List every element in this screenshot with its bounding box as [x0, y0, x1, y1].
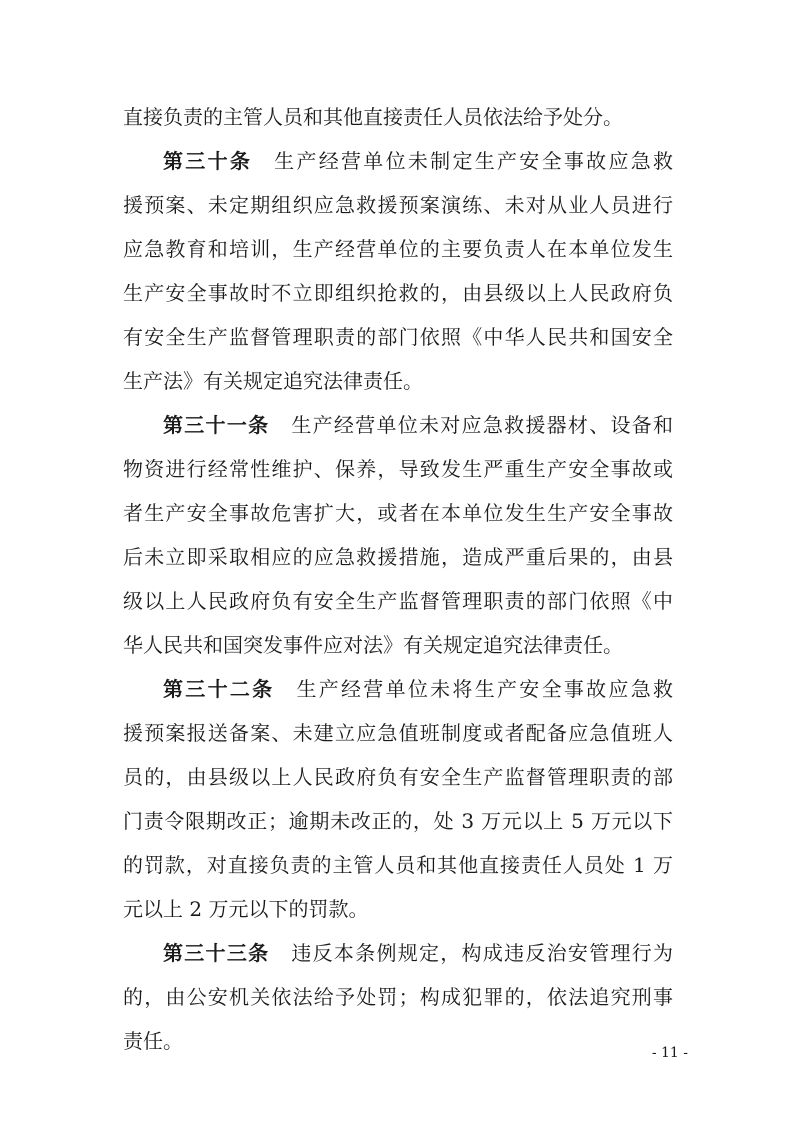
text-line: 援预案报送备案、未建立应急值班制度或者配备应急值班人: [123, 721, 673, 745]
article-title: 第三十一条: [163, 413, 270, 437]
text-line: 生产安全事故时不立即组织抢救的，由县级以上人民政府负: [123, 281, 673, 305]
text-line: 有安全生产监督管理职责的部门依照《中华人民共和国安全: [123, 325, 673, 349]
page-number: - 11 -: [651, 1045, 688, 1061]
article-text: 生产经营单位未将生产安全事故应急救: [296, 677, 673, 701]
text-line: 华人民共和国突发事件应对法》有关规定追究法律责任。: [123, 633, 623, 657]
article-text: 违反本条例规定，构成违反治安管理行为: [291, 941, 673, 965]
text-line: 应急教育和培训，生产经营单位的主要负责人在本单位发生: [123, 237, 673, 261]
text-line: 物资进行经常性维护、保养，导致发生严重生产安全事故或: [123, 457, 673, 481]
text-line: 元以上 2 万元以下的罚款。: [123, 897, 369, 921]
text-line: 的罚款，对直接负责的主管人员和其他直接责任人员处 1 万: [123, 853, 673, 877]
article-text: 生产经营单位未对应急救援器材、设备和: [291, 413, 673, 437]
article-title: 第三十二条: [163, 677, 275, 701]
article-heading-line: [163, 939, 673, 967]
text-line: 员的，由县级以上人民政府负有安全生产监督管理职责的部: [123, 765, 673, 789]
text-line: 援预案、未定期组织应急救援预案演练、未对从业人员进行: [123, 193, 673, 217]
text-line: 生产法》有关规定追究法律责任。: [123, 369, 423, 393]
article-title: 第三十三条: [163, 941, 270, 965]
text-line: 级以上人民政府负有安全生产监督管理职责的部门依照《中: [123, 589, 673, 613]
text-line: 者生产安全事故危害扩大，或者在本单位发生生产安全事故: [123, 501, 673, 525]
article-heading-line: [163, 675, 673, 703]
text-line: 的，由公安机关依法给予处罚；构成犯罪的，依法追究刑事: [123, 985, 673, 1009]
article-heading-line: [163, 411, 673, 439]
text-line: 后未立即采取相应的应急救援措施，造成严重后果的，由县: [123, 545, 673, 569]
text-line: 门责令限期改正；逾期未改正的，处 3 万元以上 5 万元以下: [123, 809, 673, 833]
article-title: 第三十条: [163, 149, 253, 173]
article-heading-line: [163, 147, 673, 175]
article-text: 生产经营单位未制定生产安全事故应急救: [274, 149, 673, 173]
text-line: 责任。: [123, 1029, 183, 1053]
text-line: 直接负责的主管人员和其他直接责任人员依法给予处分。: [123, 105, 623, 129]
